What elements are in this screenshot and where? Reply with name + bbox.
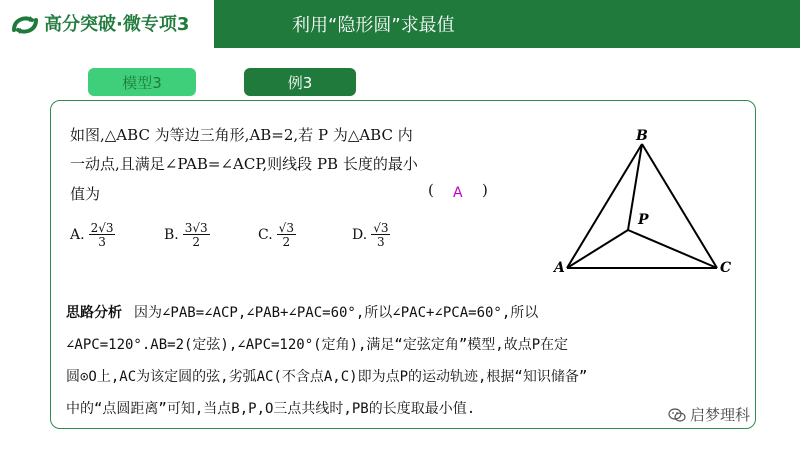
option-d-numerator: √3	[373, 221, 389, 235]
analysis-line-3: 圆⊙O上,AC为该定圆的弦,劣弧AC(不含点A,C)即为点P的运动轨迹,根据“知识储备”	[66, 369, 588, 385]
option-d-denominator: 3	[377, 235, 385, 249]
tab-example-3-label: 例3	[287, 73, 313, 92]
option-b-denominator: 2	[192, 235, 201, 249]
watermark	[668, 404, 750, 425]
tab-example-3[interactable]	[244, 68, 356, 96]
option-a-fraction	[89, 222, 116, 248]
option-c	[258, 222, 296, 248]
answer-bracket-open: (	[428, 181, 434, 199]
series-title: 高分突破·微专项3	[44, 14, 190, 35]
option-c-fraction	[277, 222, 296, 248]
option-a	[70, 222, 115, 248]
question-line-2: 一动点,且满足∠PAB=∠ACP,则线段 PB 长度的最小	[70, 155, 418, 173]
wechat-icon	[668, 407, 686, 423]
question-line-3: 值为	[70, 185, 101, 203]
option-d	[352, 222, 390, 248]
watermark-text: 启梦理科	[690, 406, 751, 424]
analysis-line-1-text: 因为∠PAB=∠ACP,∠PAB+∠PAC=60°,所以∠PAC+∠PCA=60°,所以	[134, 305, 539, 321]
analysis-line-2: ∠APC=120°.AB=2(定弦),∠APC=120°(定角),满足“定弦定角”模型,故点P在定	[66, 337, 569, 353]
analysis-line-4: 中的“点圆距离”可知,当点B,P,O三点共线时,PB的长度取最小值.	[66, 401, 476, 417]
edge-ab	[567, 144, 642, 268]
answer-bracket-close: )	[482, 181, 488, 199]
analysis-label: 思路分析	[66, 305, 122, 321]
tab-model-3[interactable]	[88, 68, 196, 96]
edge-bc	[642, 144, 717, 268]
triangle-figure	[552, 126, 742, 276]
option-b	[164, 222, 210, 248]
header-bar	[0, 0, 800, 48]
option-b-letter: B.	[164, 227, 179, 243]
header-left-panel	[0, 0, 214, 48]
option-a-letter: A.	[70, 227, 85, 243]
option-c-letter: C.	[258, 227, 273, 243]
option-a-numerator: 2√3	[90, 221, 114, 235]
analysis-line-1	[66, 302, 538, 322]
option-a-denominator: 3	[98, 235, 106, 249]
option-b-fraction	[183, 222, 210, 248]
segment-pc	[628, 230, 717, 268]
logo-icon	[10, 12, 40, 38]
option-b-numerator: 3√3	[184, 221, 208, 235]
label-c: C	[720, 260, 732, 276]
option-d-letter: D.	[352, 227, 368, 243]
label-p: P	[638, 212, 649, 228]
option-c-denominator: 2	[282, 235, 291, 249]
tab-model-3-label: 模型3	[122, 73, 162, 92]
lesson-title: 利用“隐形圆”求最值	[292, 15, 455, 36]
question-line-1: 如图,△ABC 为等边三角形,AB=2,若 P 为△ABC 内	[70, 126, 413, 144]
option-c-numerator: √3	[278, 221, 294, 235]
answer-letter: A	[453, 185, 463, 201]
segment-pa	[567, 230, 628, 268]
option-d-fraction	[371, 222, 390, 248]
label-a: A	[554, 260, 565, 276]
label-b: B	[636, 128, 648, 144]
